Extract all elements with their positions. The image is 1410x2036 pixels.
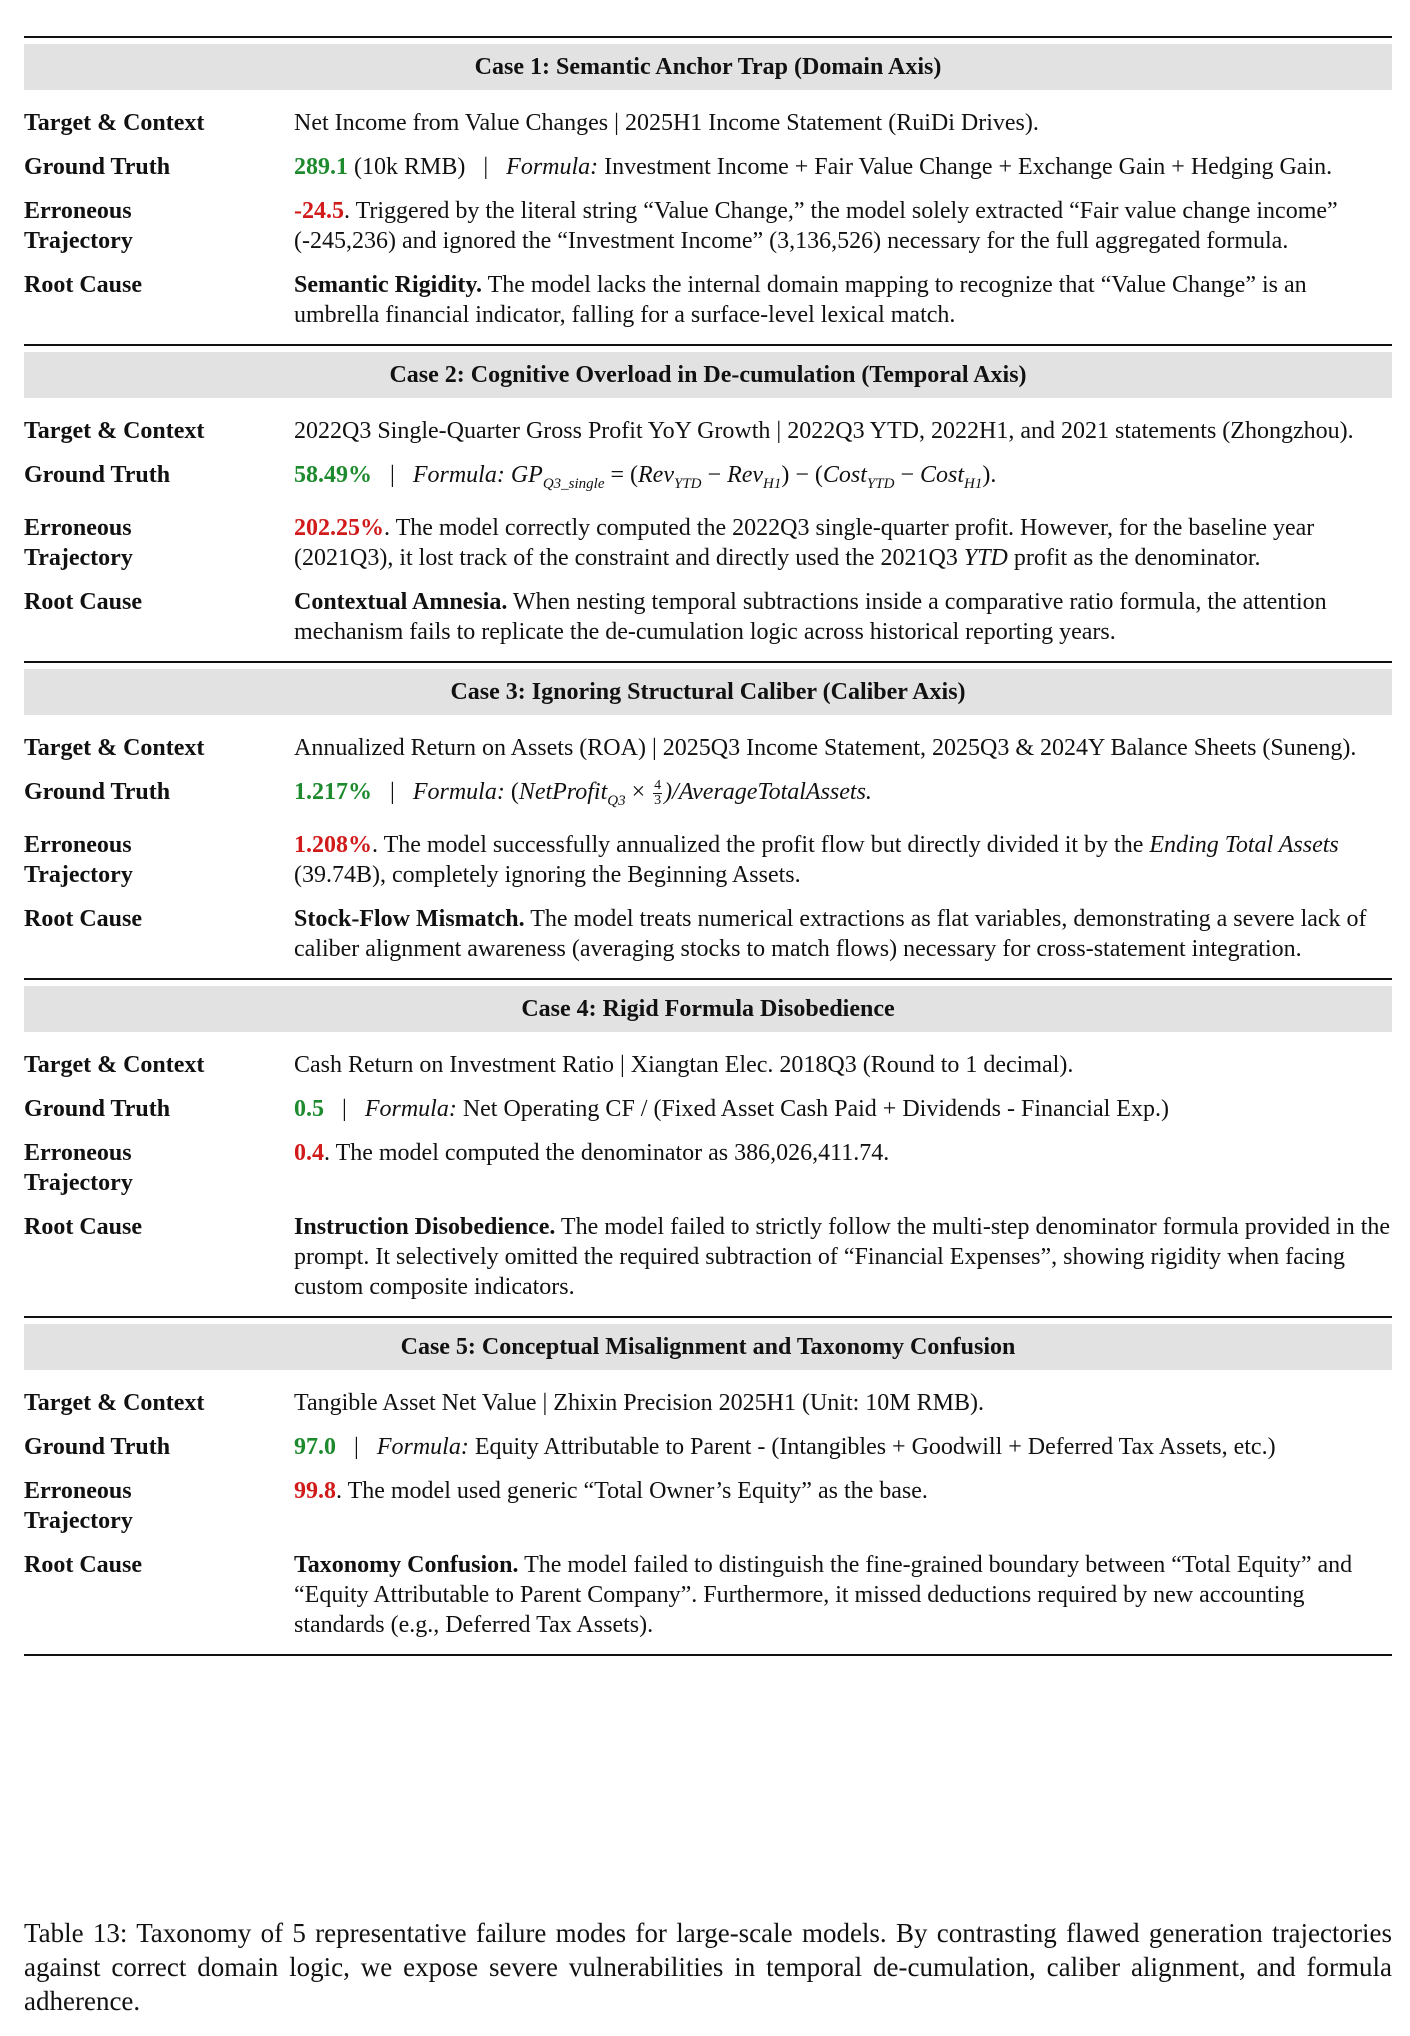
case-1-truth-value: 289.1 [294, 154, 348, 180]
case-4-target: Cash Return on Investment Ratio | Xiangtan Elec. 2018Q3 (Round to 1 decimal). [294, 1051, 1074, 1078]
case-5-formula: Equity Attributable to Parent - (Intangibles + Goodwill + Deferred Tax Assets, etc.) [474, 1433, 1276, 1460]
case-5-error-row [24, 1474, 1392, 1536]
case-1-target-row [24, 106, 1392, 138]
case-2-target-row [24, 414, 1392, 446]
case-3-target-row [24, 731, 1392, 763]
root-label: Root Cause [24, 905, 142, 932]
root-label: Root Cause [24, 1213, 142, 1240]
case-5-root-title: Taxonomy Confusion. [294, 1551, 519, 1578]
case-2-formula: $GP_{Q3\_single} = (Rev_{YTD} - Rev_{H1})$ − (Cost$_{YTD}$ − Cost$_{H1}$). [510, 462, 997, 492]
case-1-root-title: Semantic Rigidity. [294, 272, 483, 298]
case-3-error-row [24, 828, 1392, 890]
failure-modes-table [24, 36, 1392, 1656]
truth-label: Ground Truth [24, 154, 171, 180]
case-4-root-row [24, 1210, 1392, 1302]
case-4-truth-value: 0.5 [294, 1095, 324, 1122]
case-4-formula: Net Operating CF / (Fixed Asset Cash Paid + Dividends - Financial Exp.) [462, 1095, 1169, 1122]
case-3-root-text: The model treats numerical extractions as flat variables, demonstrating a severe lack of caliber alignment awareness (averaging stocks to match flows) necessary for cross-statement integration. [294, 905, 1367, 962]
case-5-target-row [24, 1386, 1392, 1418]
case-divider [24, 344, 1392, 346]
case-3-title: Case 3: Ignoring Structural Caliber (Caliber Axis) [24, 669, 1392, 715]
case-5-error-value: 99.8 [294, 1477, 336, 1504]
case-5-root-text: The model failed to distinguish the fine-grained boundary between “Total Equity” and “Equity Attributable to Parent Company”. Furthermore, it missed deductions required by new accounting standards (e.g., Deferred Tax Assets). [294, 1551, 1353, 1638]
fraction-four-thirds: $\frac{4}{3}$ [654, 777, 662, 808]
case-4-root-title: Instruction Disobedience. [294, 1213, 556, 1240]
target-label: Target & Context [24, 734, 205, 761]
case-2-root-title: Contextual Amnesia. [294, 588, 508, 615]
case-4-error-row [24, 1136, 1392, 1198]
case-1-truth-row [24, 150, 1392, 182]
table-top-rule [24, 36, 1392, 38]
case-3-truth-value: 1.217% [294, 778, 372, 805]
case-2-truth-value: 58.49% [294, 462, 372, 488]
case-2-error-text-a: . The model correctly computed the 2022Q3 single-quarter profit. However, for the baseline year (2021Q3), it lost track of the constraint and directly used the 2021Q3 [294, 514, 1315, 571]
root-label: Root Cause [24, 1551, 142, 1578]
case-4 [24, 986, 1392, 1316]
separator-bar: | [354, 1433, 359, 1460]
case-2-error-text-b: profit as the denominator. [1007, 544, 1261, 571]
case-3 [24, 669, 1392, 978]
formula-label: Formula: [376, 1433, 469, 1460]
truth-label: Ground Truth [24, 1433, 171, 1460]
error-label-line1: Erroneous [24, 1139, 132, 1166]
case-1-formula: Investment Income + Fair Value Change + Exchange Gain + Hedging Gain. [604, 154, 1333, 180]
case-5-target: Tangible Asset Net Value | Zhixin Precision 2025H1 (Unit: 10M RMB). [294, 1389, 984, 1416]
case-4-truth-row [24, 1092, 1392, 1124]
error-label-line2: Trajectory [24, 1169, 133, 1196]
case-divider [24, 661, 1392, 663]
case-3-error-italic: Ending Total Assets [1149, 831, 1339, 858]
error-label-line2: Trajectory [24, 544, 133, 571]
formula-label: Formula: [412, 778, 505, 805]
error-label-line1: Erroneous [24, 514, 132, 541]
separator-bar: | [342, 1095, 347, 1122]
case-2-root-row [24, 585, 1392, 647]
separator-bar: | [390, 778, 395, 805]
case-5-truth-row [24, 1430, 1392, 1462]
case-1-error-value: -24.5 [294, 198, 344, 224]
case-4-target-row [24, 1048, 1392, 1080]
truth-label: Ground Truth [24, 1095, 171, 1122]
case-3-error-text-b: (39.74B), completely ignoring the Beginning Assets. [294, 861, 801, 888]
root-label: Root Cause [24, 272, 142, 298]
case-3-root-title: Stock-Flow Mismatch. [294, 905, 525, 932]
error-label-line1: Erroneous [24, 198, 132, 224]
case-2-error-value: 202.25% [294, 514, 384, 541]
case-5-truth-value: 97.0 [294, 1433, 336, 1460]
formula-label: Formula: [506, 154, 599, 180]
case-4-error-text: . The model computed the denominator as 386,026,411.74. [324, 1139, 890, 1166]
case-2-root-text: When nesting temporal subtractions inside a comparative ratio formula, the attention mechanism fails to replicate the de-cumulation logic across historical reporting years. [294, 588, 1327, 645]
case-4-root-text: The model failed to strictly follow the multi-step denominator formula provided in the prompt. It selectively omitted the required subtraction of “Financial Expenses”, showing rigidity when facing custom composite indicators. [294, 1213, 1391, 1300]
case-2-target: 2022Q3 Single-Quarter Gross Profit YoY Growth | 2022Q3 YTD, 2022H1, and 2021 statements (Zhongzhou). [294, 418, 1354, 444]
separator-bar: | [483, 154, 489, 180]
target-label: Target & Context [24, 110, 205, 136]
target-label: Target & Context [24, 1051, 205, 1078]
case-1-error-text: . Triggered by the literal string “Value Change,” the model solely extracted “Fair value change income” (-245,236) and ignored the “Investment Income” (3,136,526) necessary for the full aggregated formula. [294, 198, 1338, 254]
case-1-title: Case 1: Semantic Anchor Trap (Domain Axis) [24, 44, 1392, 90]
case-1-truth-unit: (10k RMB) [348, 154, 466, 180]
error-label-line2: Trajectory [24, 861, 133, 888]
case-2-error-italic: YTD [963, 544, 1008, 571]
case-5-root-row [24, 1548, 1392, 1640]
case-3-root-row [24, 902, 1392, 964]
case-1-root-row [24, 268, 1392, 330]
case-divider [24, 1316, 1392, 1318]
case-3-error-text-a: . The model successfully annualized the profit flow but directly divided it by the [372, 831, 1150, 858]
formula-label: Formula: [364, 1095, 457, 1122]
case-5-error-text: . The model used generic “Total Owner’s Equity” as the base. [336, 1477, 928, 1504]
case-4-error-value: 0.4 [294, 1139, 324, 1166]
target-label: Target & Context [24, 418, 205, 444]
case-2-error-row [24, 511, 1392, 573]
root-label: Root Cause [24, 588, 142, 615]
case-3-error-value: 1.208% [294, 831, 372, 858]
case-3-formula: (NetProfit$_{Q3}$ × $\frac{4}{3}$ )/AverageTotalAssets. [510, 777, 872, 809]
separator-bar: | [390, 462, 395, 488]
formula-label: Formula: [412, 462, 505, 488]
case-5 [24, 1324, 1392, 1654]
error-label-line1: Erroneous [24, 1477, 132, 1504]
table-caption: Table 13: Taxonomy of 5 representative failure modes for large-scale models. By contrasting flawed generation trajectories against correct domain logic, we expose severe vulnerabilities in temporal de-cumulation, caliber alignment, and formula adherence. [24, 1918, 1392, 2016]
case-1-target: Net Income from Value Changes | 2025H1 Income Statement (RuiDi Drives). [294, 110, 1039, 136]
case-divider [24, 978, 1392, 980]
case-1-error-row [24, 194, 1392, 256]
error-label-line1: Erroneous [24, 831, 132, 858]
error-label-line2: Trajectory [24, 1507, 133, 1534]
error-label-line2: Trajectory [24, 228, 133, 254]
case-3-truth-row [24, 775, 1392, 816]
case-2-title: Case 2: Cognitive Overload in De-cumulation (Temporal Axis) [24, 352, 1392, 398]
case-2 [24, 352, 1392, 661]
truth-label: Ground Truth [24, 462, 171, 488]
case-1-root-text: The model lacks the internal domain mapping to recognize that “Value Change” is an umbrella financial indicator, falling for a surface-level lexical match. [294, 272, 1307, 328]
case-1 [24, 44, 1392, 344]
case-2-truth-row [24, 458, 1392, 499]
case-3-target: Annualized Return on Assets (ROA) | 2025Q3 Income Statement, 2025Q3 & 2024Y Balance Sheets (Suneng). [294, 734, 1357, 761]
target-label: Target & Context [24, 1389, 205, 1416]
table-bottom-rule [24, 1654, 1392, 1656]
case-5-title: Case 5: Conceptual Misalignment and Taxonomy Confusion [24, 1324, 1392, 1370]
case-4-title: Case 4: Rigid Formula Disobedience [24, 986, 1392, 1032]
truth-label: Ground Truth [24, 778, 171, 805]
